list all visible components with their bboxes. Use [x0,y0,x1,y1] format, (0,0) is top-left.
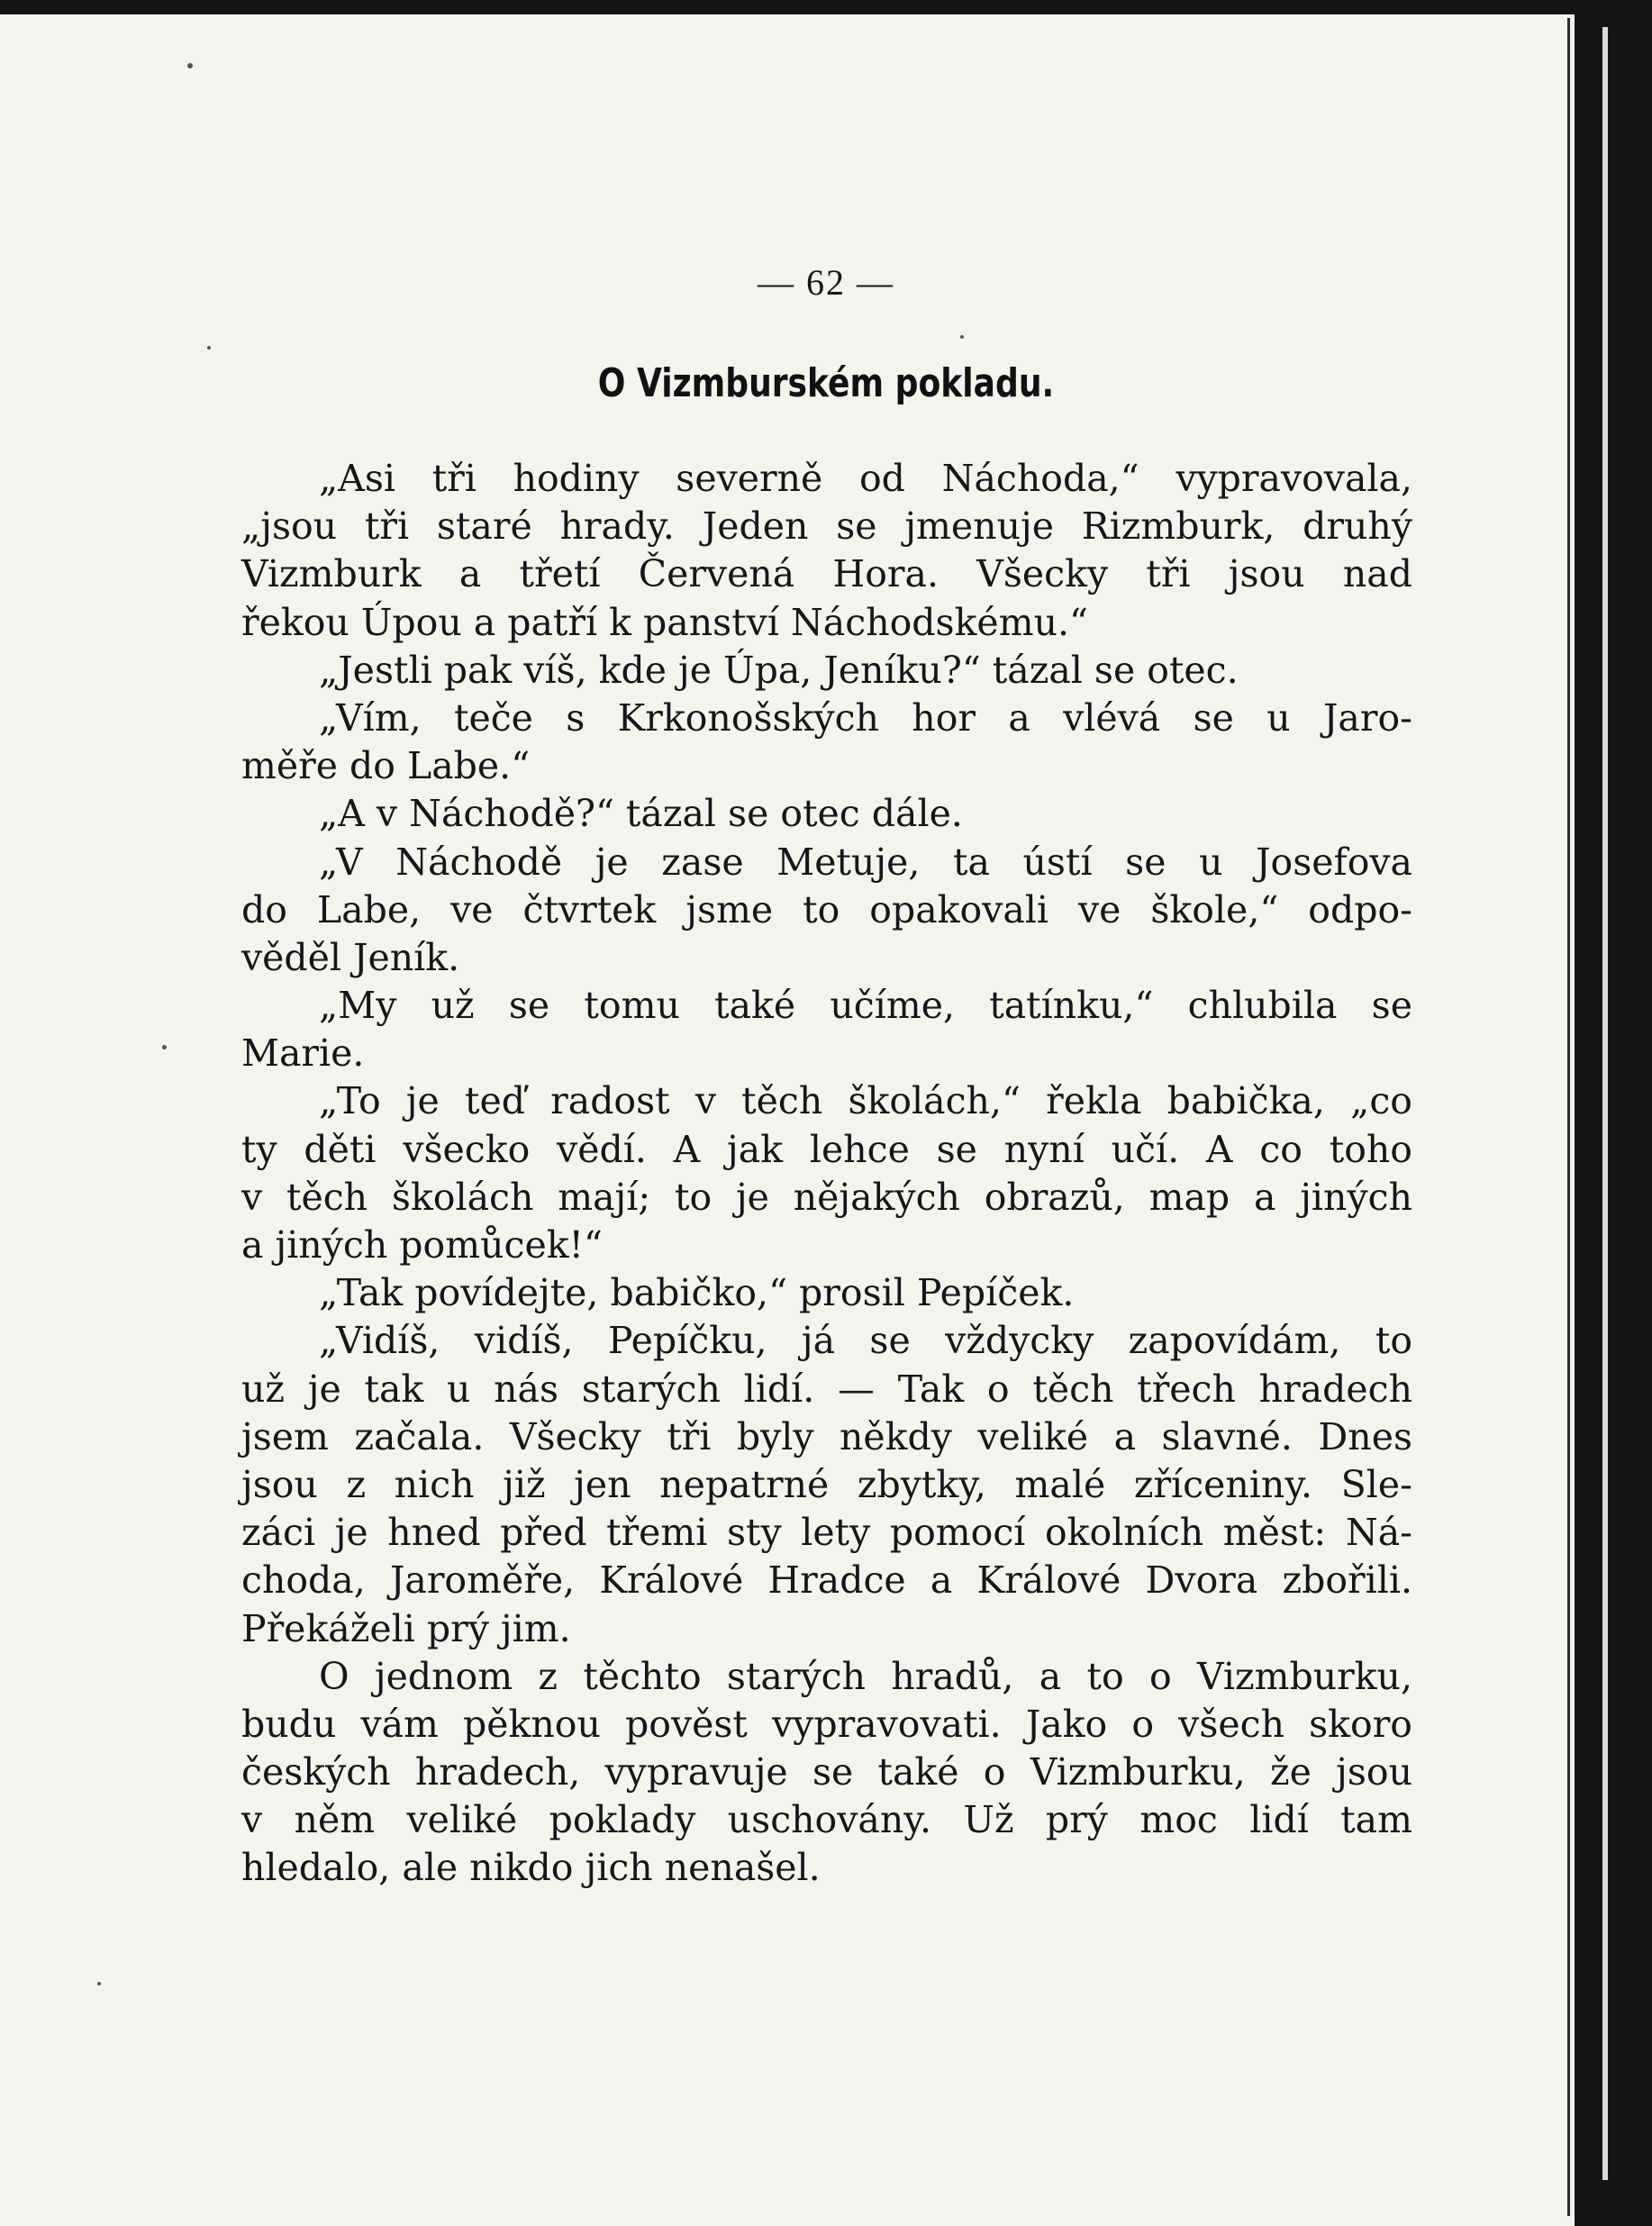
text-line: „Asi tři hodiny severně od Náchoda,“ vypravovala, [319,457,1412,500]
print-speck [207,346,211,350]
print-speck [187,63,193,68]
print-speck [97,1982,101,1985]
scan-border-top [0,0,1652,14]
text-line: „Vidíš, vidíš, Pepíčku, já se vždycky zapovídám, to [319,1319,1412,1363]
text-line: „My už se tomu také učíme, tatínku,“ chlubila se [319,984,1412,1028]
text-line: v něm veliké poklady uschovány. Už prý moc lidí tam [241,1798,1412,1842]
text-line: O jednom z těchto starých hradů, a to o Vizmburku, [319,1654,1412,1698]
text-line: v těch školách mají; to je nějakých obrazů, map a jiných [241,1175,1412,1219]
text-line: „A v Náchodě?“ tázal se otec dále. [319,792,963,836]
text-line: „Jestli pak víš, kde je Úpa, Jeníku?“ tázal se otec. [319,648,1239,692]
page-edge [1567,18,1570,2216]
text-line: do Labe, ve čtvrtek jsme to opakovali ve škole,“ odpo- [241,887,1412,931]
text-line: jsou z nich již jen nepatrné zbytky, malé zříceniny. Sle- [241,1462,1412,1506]
print-speck [162,1045,167,1049]
text-line: „Tak povídejte, babičko,“ prosil Pepíček. [319,1271,1075,1315]
text-line: „V Náchodě je zase Metuje, ta ústí se u Josefova [319,840,1412,884]
page-number: — 62 — [758,262,894,303]
print-speck [960,335,964,339]
text-line: hledalo, ale nikdo jich nenašel. [241,1846,821,1890]
text-line: budu vám pěknou pověst vypravovati. Jako o všech skoro [241,1702,1412,1746]
next-page-edge [1602,27,1608,2180]
text-line: měře do Labe.“ [241,744,531,788]
text-line: jsem začala. Všecky tři byly někdy veliké a slavné. Dnes [241,1414,1412,1458]
text-line: choda, Jaroměře, Králové Hradce a Králové Dvora zbořili. [241,1558,1412,1603]
text-line: Marie. [241,1031,365,1076]
text-line: „To je teď radost v těch školách,“ řekla babička, „co [319,1079,1412,1123]
text-line: „Vím, teče s Krkonošských hor a vlévá se u Jaro- [319,695,1412,740]
text-line: Překáželi prý jim. [241,1606,571,1650]
text-line: Vizmburk a třetí Červená Hora. Všecky tři jsou nad [241,552,1412,596]
text-line: řekou Úpou a patří k panství Náchodskému.“ [241,600,1088,644]
text-line: věděl Jeník. [241,935,460,979]
text-line: už je tak u nás starých lidí. — Tak o těch třech hradech [241,1367,1412,1411]
text-line: českých hradech, vypravuje se také o Vizmburku, že jsou [241,1750,1412,1794]
body-text [241,455,1412,1893]
chapter-title: O Vizmburském pokladu. [597,360,1055,406]
scan-border-right [1575,0,1652,2226]
text-line: „jsou tři staré hrady. Jeden se jmenuje Rizmburk, druhý [241,504,1412,549]
text-line: ty děti všecko vědí. A jak lehce se nyní učí. A co toho [241,1127,1412,1171]
text-line: a jiných pomůcek!“ [241,1223,603,1267]
text-line: záci je hned před třemi sty lety pomocí okolních měst: Ná- [241,1511,1412,1555]
